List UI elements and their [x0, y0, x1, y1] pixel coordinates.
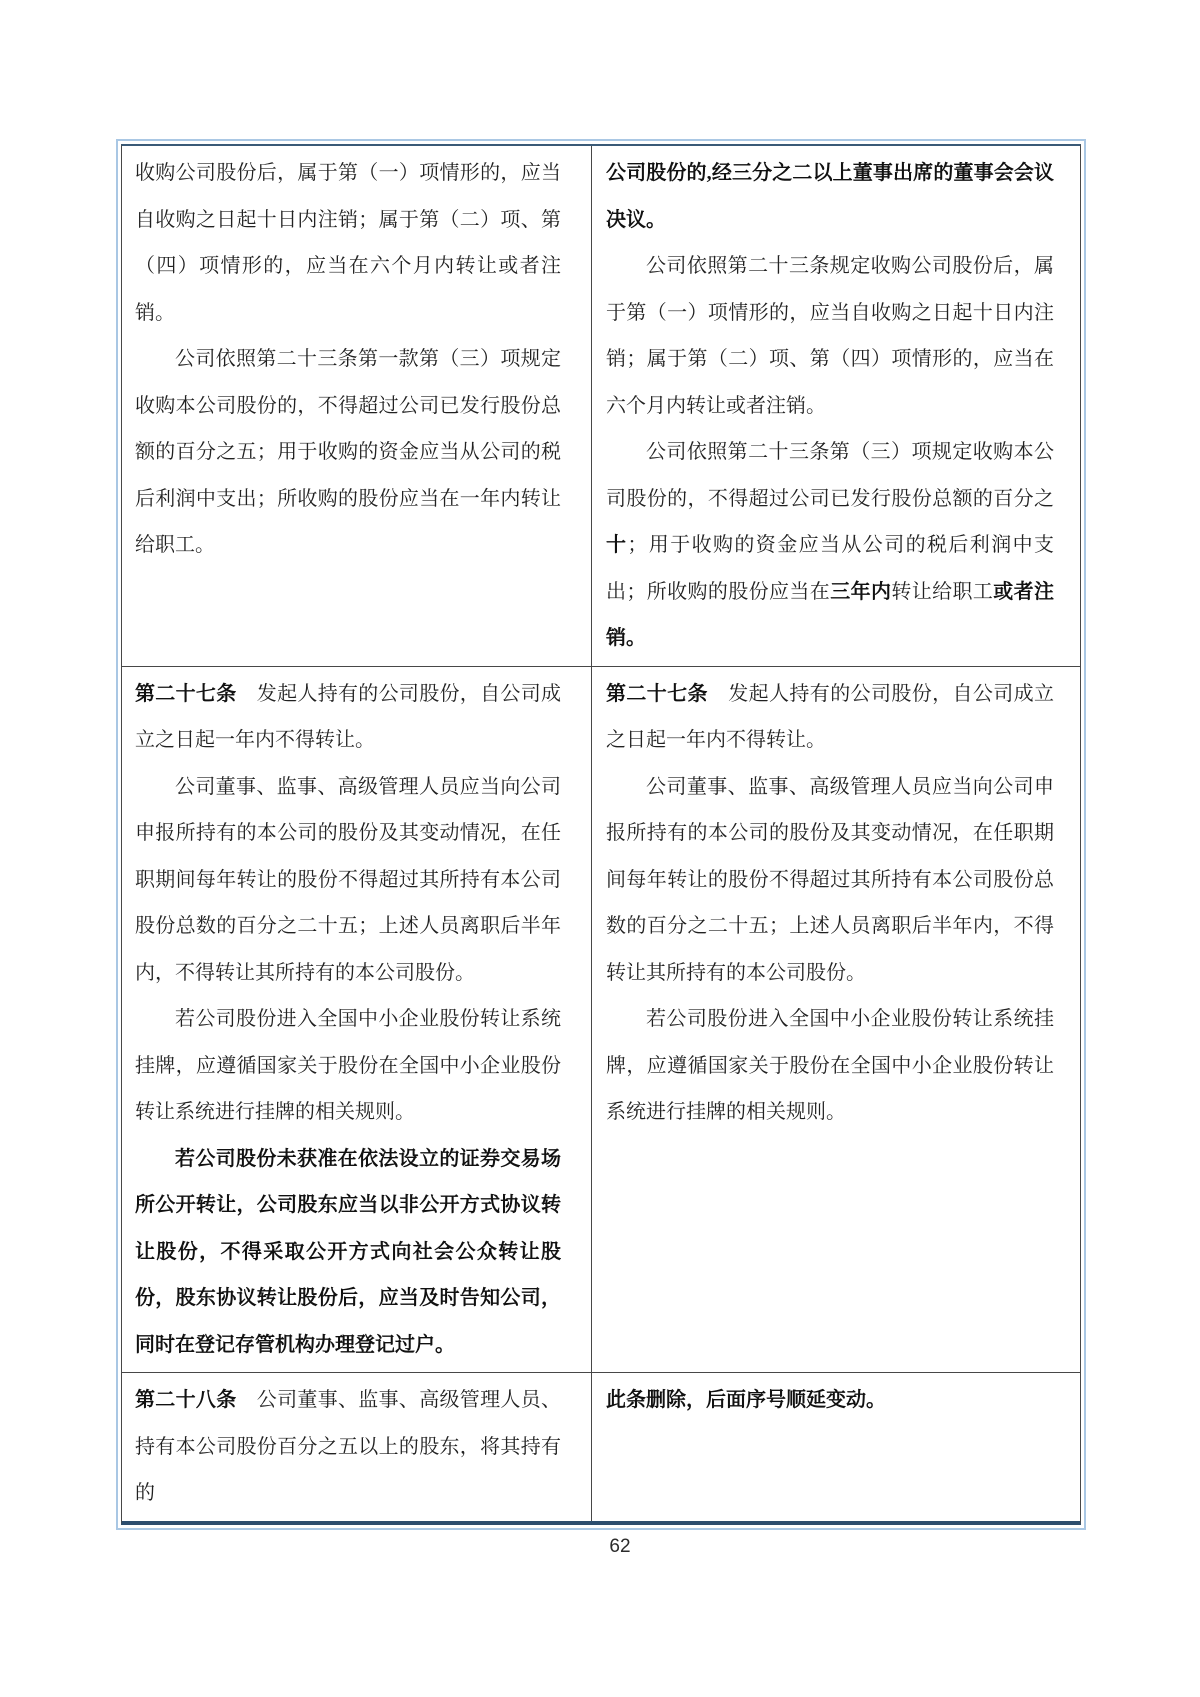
clause-paragraph: 公司依照第二十三条第（三）项规定收购本公司股份的，不得超过公司已发行股份总额的百分之十；用于收购的资金应当从公司的税后利润中支出；所收购的股份应当在三年内转让给职工或者注销。 — [606, 441, 1055, 649]
clause-paragraph: 公司依照第二十三条规定收购公司股份后，属于第（一）项情形的，应当自收购之日起十日内注销；属于第（二）项、第（四）项情形的，应当在六个月内转让或者注销。 — [606, 255, 1054, 417]
clause-paragraph: 第二十七条 发起人持有的公司股份，自公司成立之日起一年内不得转让。 — [606, 682, 1055, 751]
table-row-article-28 — [122, 1373, 1080, 1521]
new-clause-cell-article-28 — [592, 1373, 1080, 1521]
clause-comparison-table — [116, 139, 1086, 1530]
table-row-share-buyback — [122, 146, 1080, 667]
clause-paragraph: 第二十八条 公司董事、监事、高级管理人员、持有本公司股份百分之五以上的股东，将其持有的 — [135, 1389, 561, 1504]
table-frame — [121, 144, 1081, 1525]
clause-paragraph: 公司董事、监事、高级管理人员应当向公司申报所持有的本公司的股份及其变动情况，在任职期间每年转让的股份不得超过其所持有本公司股份总数的百分之二十五；上述人员离职后半年内，不得转让其所持有的本公司股份。 — [606, 775, 1054, 984]
table-row-article-27 — [122, 667, 1080, 1374]
clause-paragraph: 公司依照第二十三条第一款第（三）项规定收购本公司股份的，不得超过公司已发行股份总额的百分之五；用于收购的资金应当从公司的税后利润中支出；所收购的股份应当在一年内转让给职工。 — [135, 348, 561, 556]
clause-paragraph: 此条删除，后面序号顺延变动。 — [606, 1389, 886, 1411]
clause-paragraph: 若公司股份进入全国中小企业股份转让系统挂牌，应遵循国家关于股份在全国中小企业股份转让系统进行挂牌的相关规则。 — [606, 1008, 1054, 1123]
clause-paragraph: 收购公司股份后，属于第（一）项情形的，应当自收购之日起十日内注销；属于第（二）项、第（四）项情形的，应当在六个月内转让或者注销。 — [135, 162, 561, 324]
old-clause-cell-article-28 — [122, 1373, 592, 1521]
clause-paragraph: 第二十七条 发起人持有的公司股份，自公司成立之日起一年内不得转让。 — [135, 682, 561, 751]
clause-paragraph: 公司董事、监事、高级管理人员应当向公司申报所持有的本公司的股份及其变动情况，在任职期间每年转让的股份不得超过其所持有本公司股份总数的百分之二十五；上述人员离职后半年内，不得转让其所持有的本公司股份。 — [135, 775, 561, 984]
new-clause-cell-buyback — [592, 146, 1080, 666]
page-number: 62 — [609, 1536, 631, 1557]
new-clause-cell-article-27 — [592, 667, 1080, 1373]
old-clause-cell-buyback — [122, 146, 592, 666]
clause-paragraph: 公司股份的,经三分之二以上董事出席的董事会会议决议。 — [606, 162, 1054, 231]
old-clause-cell-article-27 — [122, 667, 592, 1373]
clause-paragraph: 若公司股份未获准在依法设立的证券交易场所公开转让，公司股东应当以非公开方式协议转让股份，不得采取公开方式向社会公众转让股份，股东协议转让股份后，应当及时告知公司，同时在登记存管机构办理登记过户。 — [135, 1147, 561, 1356]
clause-paragraph: 若公司股份进入全国中小企业股份转让系统挂牌，应遵循国家关于股份在全国中小企业股份转让系统进行挂牌的相关规则。 — [135, 1008, 561, 1123]
